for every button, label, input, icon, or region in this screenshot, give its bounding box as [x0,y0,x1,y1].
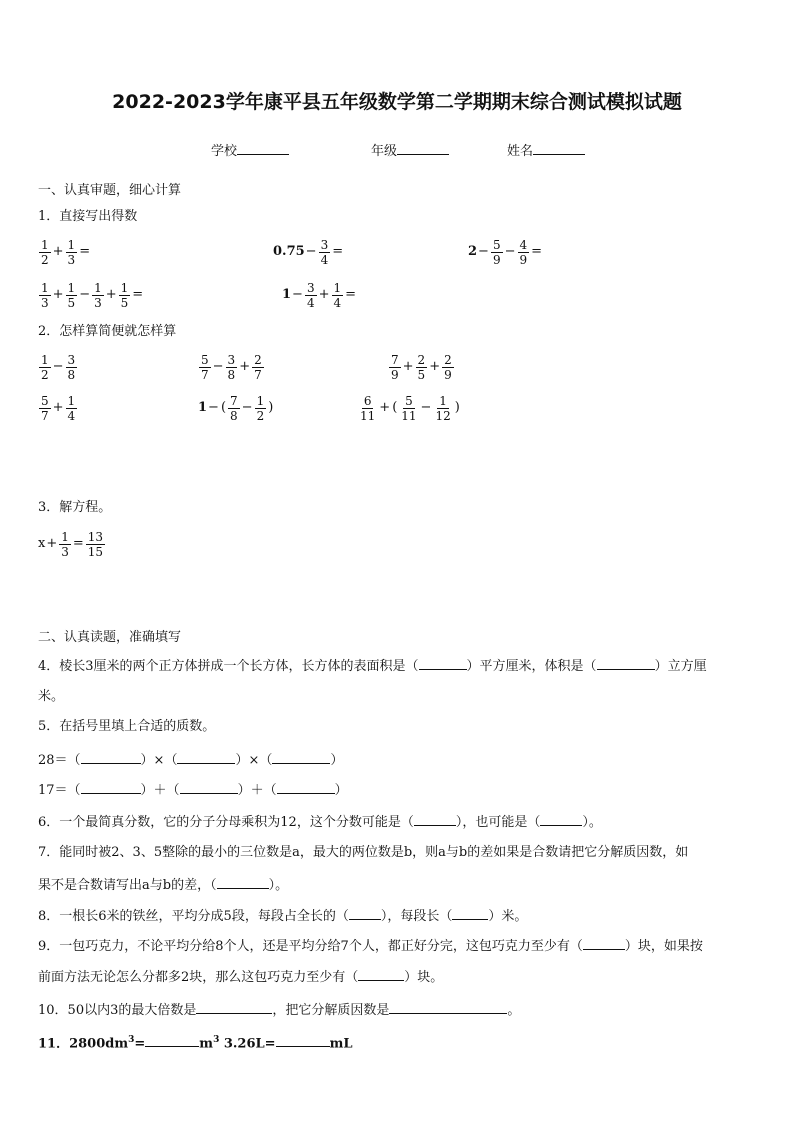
q2-expr-6: $\frac{6}{11}$ + ( $\frac{5}{11}$ − $\frac{1}{12}$ ) [360,393,460,423]
name-label: 姓名 [507,144,534,159]
q9-blank-2[interactable] [358,968,404,981]
q8-blank-2[interactable] [452,907,488,920]
q5-blank[interactable] [81,751,141,764]
fraction: $\frac{1}{2}$ [256,393,265,423]
fraction: $\frac{4}{9}$ [519,237,528,267]
fraction: $\frac{2}{5}$ [417,352,426,382]
q2-expr-2: $\frac{5}{7}$ − $\frac{3}{8}$ + $\frac{2}{7}$ [201,352,262,382]
q10: 10．50以内3的最大倍数是 ，把它分解质因数是 。 [38,1003,521,1018]
fraction: $\frac{5}{11}$ [401,393,417,423]
q3-equation: x + $\frac{1}{3}$ = $\frac{13}{15}$ [38,529,104,559]
school-label: 学校 [211,144,238,159]
fraction: $\frac{1}{2}$ [41,352,49,382]
q4-line-1: 4．棱长3厘米的两个正方体拼成一个长方体，长方体的表面积是（ ）平方厘米，体积是（ ）立方厘 [38,659,707,674]
section-1-heading: 一、认真审题，细心计算 [38,183,182,198]
q5-row-2: 17＝（ ）＋（ ）＋（ ） [38,783,348,798]
q5-blank[interactable] [81,781,141,794]
q9-line-2: 前面方法无论怎么分都多2块，那么这包巧克力至少有（ ）块。 [38,970,444,985]
q4-blank-2[interactable] [597,657,655,670]
fraction: $\frac{1}{4}$ [67,393,76,423]
q8-blank-1[interactable] [349,907,381,920]
fraction: $\frac{1}{5}$ [120,280,129,310]
fraction: $\frac{7}{8}$ [230,393,238,423]
fraction: $\frac{2}{7}$ [254,352,262,382]
q2-expr-5: 1 − ( $\frac{7}{8}$ − $\frac{1}{2}$ ) [198,393,274,423]
q11: 11．$2800dm^3= m^3$ 3.26L= mL [38,1035,353,1052]
section-2-heading: 二、认真读题，准确填写 [38,630,182,645]
fraction: $\frac{13}{15}$ [87,529,104,559]
fraction: $\frac{2}{9}$ [444,352,452,382]
fraction: $\frac{3}{8}$ [67,352,76,382]
fraction: $\frac{3}{8}$ [227,352,236,382]
q8: 8．一根长6米的铁丝，平均分成5段，每段占全长的（ ），每段长（ ）米。 [38,909,528,924]
q5-blank[interactable] [177,751,235,764]
q5-blank[interactable] [180,781,238,794]
q4-blank-1[interactable] [419,657,467,670]
q4-line-2: 米。 [38,689,65,704]
q1-label: 1．直接写出得数 [38,209,138,224]
q6-blank-1[interactable] [414,813,456,826]
fraction: $\frac{1}{5}$ [67,280,76,310]
q10-blank-1[interactable] [196,1001,272,1014]
q7-blank[interactable] [217,876,269,889]
name-field[interactable] [507,142,585,160]
fraction: $\frac{1}{3}$ [67,237,76,267]
q1-expr-4: $\frac{1}{3}$ + $\frac{1}{5}$ − $\frac{1}{3}$ + $\frac{1}{5}$ = [41,280,144,310]
q11-blank-1[interactable] [145,1034,199,1047]
q7-line-1: 7．能同时被2、3、5整除的最小的三位数是a，最大的两位数是b，则a与b的差如果是合数请把它分解质因数，如 [38,845,689,860]
fraction: $\frac{6}{11}$ [360,393,376,423]
q5-row-1: 28＝（ ）×（ ）×（ ） [38,753,344,768]
fraction: $\frac{1}{3}$ [61,529,69,559]
fraction: $\frac{5}{9}$ [492,237,501,267]
fraction: $\frac{1}{3}$ [94,280,102,310]
fraction: $\frac{1}{2}$ [41,237,49,267]
q5-blank[interactable] [277,781,335,794]
fraction: $\frac{1}{12}$ [435,393,451,423]
q6: 6．一个最简真分数，它的分子分母乘积为12，这个分数可能是（ ），也可能是（ ）。 [38,815,602,830]
grade-label: 年级 [371,144,398,159]
q3-label: 3．解方程。 [38,500,112,515]
fraction: $\frac{1}{4}$ [333,280,342,310]
page-title: 2022-2023学年康平县五年级数学第二学期期末综合测试模拟试题 [112,91,682,113]
q9-line-1: 9．一包巧克力，不论平均分给8个人，还是平均分给7个人，都正好分完，这包巧克力至少有（ ）块，如果按 [38,939,703,954]
fraction: $\frac{3}{4}$ [306,280,315,310]
fraction: $\frac{3}{4}$ [320,237,329,267]
q1-expr-3: 2 − $\frac{5}{9}$ − $\frac{4}{9}$ = [468,237,543,267]
q5-blank[interactable] [272,751,330,764]
fraction: $\frac{5}{7}$ [201,352,209,382]
fraction: $\frac{1}{3}$ [41,280,49,310]
q11-blank-2[interactable] [276,1034,330,1047]
q5-label: 5．在括号里填上合适的质数。 [38,719,216,734]
grade-field[interactable] [371,142,449,160]
fraction: $\frac{5}{7}$ [41,393,49,423]
q2-expr-1: $\frac{1}{2}$ − $\frac{3}{8}$ [41,352,76,382]
q1-expr-2: 0.75 − $\frac{3}{4}$ = [273,237,344,267]
q1-expr-5: 1 − $\frac{3}{4}$ + $\frac{1}{4}$ = [282,280,357,310]
q2-expr-3: $\frac{7}{9}$ + $\frac{2}{5}$ + $\frac{2}{9}$ [391,352,452,382]
q7-line-2: 果不是合数请写出a与b的差，（ ）。 [38,878,289,893]
q6-blank-2[interactable] [540,813,582,826]
q1-expr-1: $\frac{1}{2}$ + $\frac{1}{3}$ = [41,237,91,267]
q10-blank-2[interactable] [389,1001,507,1014]
school-field[interactable] [211,142,289,160]
q9-blank-1[interactable] [583,937,625,950]
fraction: $\frac{7}{9}$ [391,352,399,382]
q2-label: 2．怎样算简便就怎样算 [38,324,177,339]
q2-expr-4: $\frac{5}{7}$ + $\frac{1}{4}$ [41,393,76,423]
